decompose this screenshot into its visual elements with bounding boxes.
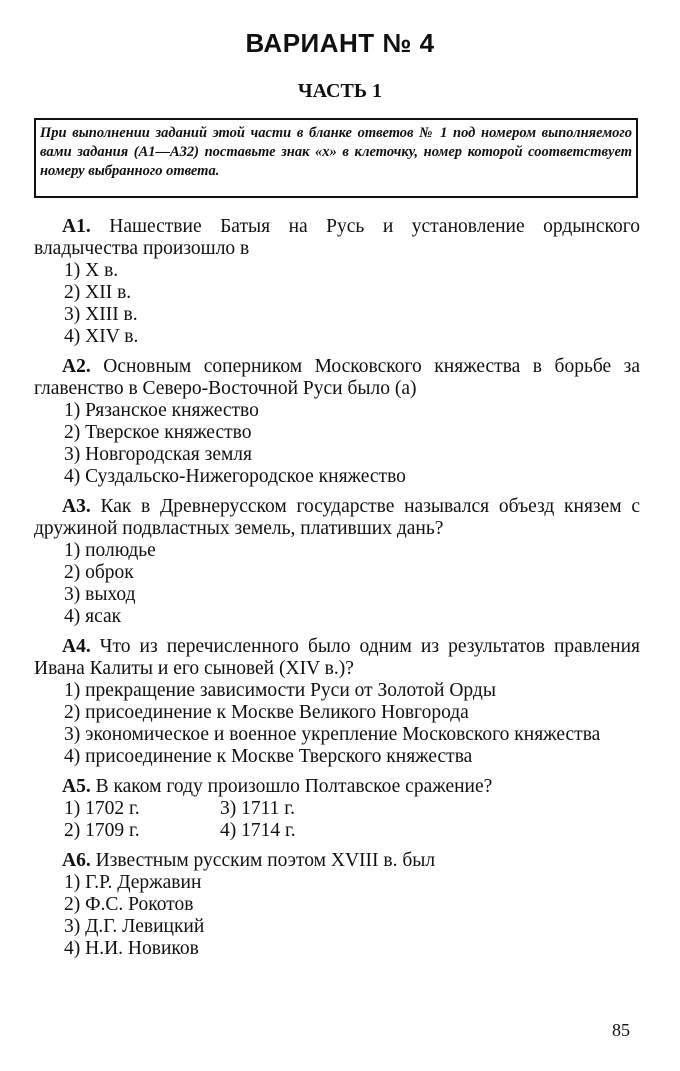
question-text xyxy=(34,776,640,798)
question-body: В каком году произошло Полтавское сражение? xyxy=(95,776,493,797)
answer-option: 2) 1709 г. xyxy=(64,820,140,841)
question-a4 xyxy=(34,636,640,768)
question-body: Нашествие Батыя на Русь и установление ордынского владычества произошло в xyxy=(34,216,640,259)
answer-option: 3) Д.Г. Левицкий xyxy=(64,916,205,937)
answer-option: 2) Тверское княжество xyxy=(64,422,252,443)
question-text xyxy=(34,216,640,260)
answer-option: 2) оброк xyxy=(64,562,134,583)
answer-option: 1) Г.Р. Державин xyxy=(64,872,202,893)
question-body: Известным русским поэтом XVIII в. был xyxy=(95,850,436,871)
answer-option: 3) выход xyxy=(64,584,136,605)
question-a3 xyxy=(34,496,640,628)
question-body: Основным соперником Московского княжества в борьбе за главенство в Северо-Восточной Руси было (а) xyxy=(34,356,641,399)
answer-option: 4) 1714 г. xyxy=(220,820,296,841)
question-text xyxy=(34,496,640,540)
question-a2 xyxy=(34,356,640,488)
answer-option: 4) Суздальско-Нижегородское княжество xyxy=(64,466,406,487)
answer-option: 1) X в. xyxy=(64,260,119,281)
question-a5 xyxy=(34,776,640,842)
answer-option: 4) ясак xyxy=(64,606,122,627)
answer-option: 2) XII в. xyxy=(64,282,132,303)
answer-option: 1) Рязанское княжество xyxy=(64,400,259,421)
question-text xyxy=(34,636,640,680)
answer-option: 2) присоединение к Москве Великого Новгорода xyxy=(64,702,469,723)
answer-option: 3) экономическое и военное укрепление Московского княжества xyxy=(64,724,601,745)
answer-option: 3) XIII в. xyxy=(64,304,138,325)
question-a6 xyxy=(34,850,640,960)
variant-title: ВАРИАНТ № 4 xyxy=(245,28,435,58)
question-body: Что из перечисленного было одним из результатов правления Ивана Калиты и его сыновей (XIV в.)? xyxy=(34,636,641,679)
questions-list xyxy=(34,216,640,968)
question-text xyxy=(34,850,640,872)
answer-option: 3) 1711 г. xyxy=(220,798,295,819)
answer-option: 3) Новгородская земля xyxy=(64,444,253,465)
answer-option: 4) Н.И. Новиков xyxy=(64,938,199,959)
question-id: А2. xyxy=(62,356,91,377)
answer-option: 1) полюдье xyxy=(64,540,156,561)
question-id: А4. xyxy=(62,636,91,657)
answer-row xyxy=(34,820,640,842)
answer-row xyxy=(34,798,640,820)
answer-option: 2) Ф.С. Рокотов xyxy=(64,894,194,915)
question-id: А6. xyxy=(62,850,91,871)
answer-option: 1) прекращение зависимости Руси от Золотой Орды xyxy=(64,680,496,701)
question-id: А5. xyxy=(62,776,91,797)
page-number: 85 xyxy=(612,1020,630,1040)
question-body: Как в Древнерусском государстве назывался объезд князем с дружиной подвластных земель, плативших дань? xyxy=(34,496,640,539)
instruction-box: При выполнении заданий этой части в бланке ответов № 1 под номером выполняемого вами задания (А1—А32) поставьте знак «х» в клеточку, номер которой соответствует номеру выбранного ответа. xyxy=(34,118,638,198)
part-title: ЧАСТЬ 1 xyxy=(297,80,383,102)
answer-option: 4) XIV в. xyxy=(64,326,139,347)
question-id: А1. xyxy=(62,216,91,237)
question-text xyxy=(34,356,640,400)
question-id: А3. xyxy=(62,496,91,517)
answer-option: 1) 1702 г. xyxy=(64,798,140,819)
answer-option: 4) присоединение к Москве Тверского княжества xyxy=(64,746,473,767)
question-a1 xyxy=(34,216,640,348)
